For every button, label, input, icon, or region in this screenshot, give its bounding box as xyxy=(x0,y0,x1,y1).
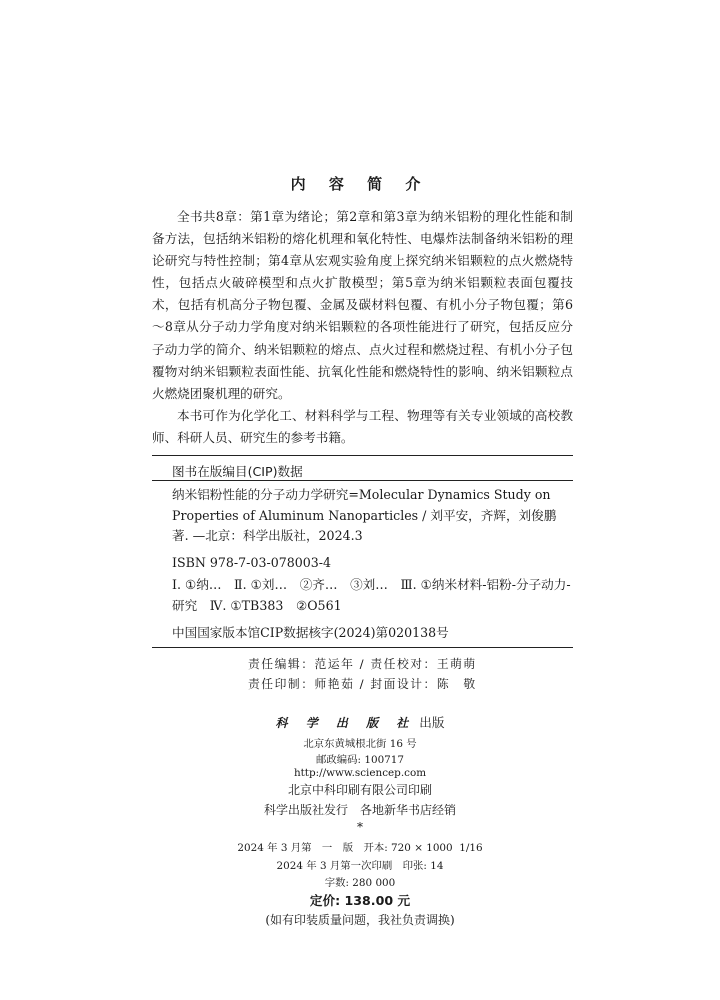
cip-number: 中国国家版本馆CIP数据核字(2024)第020138号 xyxy=(172,625,449,640)
publisher-logo: 科 学 出 版 社 xyxy=(275,716,416,730)
summary-heading: 内 容 简 介 xyxy=(290,175,430,193)
edition-line-1: 2024 年 3 月第 一 版 开本: 720 × 1000 1/16 xyxy=(237,842,483,854)
cip-bottom-rule xyxy=(152,647,573,648)
word-count: 字数: 280 000 xyxy=(324,877,396,889)
cip-bibliographic: 纳米铝粉性能的分子动力学研究=Molecular Dynamics Study on Properties of Aluminum Nanoparticles / 刘平安，齐辉，刘俊鹏著. —北京：科学出版社，2024.3 xyxy=(172,487,557,543)
summary-body xyxy=(152,206,573,449)
cip-isbn: ISBN 978-7-03-078003-4 xyxy=(172,555,332,570)
publisher-line xyxy=(0,712,720,731)
publisher-website: http://www.sciencep.com xyxy=(293,767,427,779)
distribution-line: 科学出版社发行 各地新华书店经销 xyxy=(263,803,456,817)
edition-line-2: 2024 年 3 月第一次印刷 印张: 14 xyxy=(276,860,444,872)
cip-heading-rule xyxy=(152,480,573,481)
publisher-suffix: 出版 xyxy=(419,715,445,730)
price-label: 定价: 138.00 元 xyxy=(309,893,411,908)
cip-heading: 图书在版编目(CIP)数据 xyxy=(172,464,303,479)
publisher-address: 北京东黄城根北街 16 号 xyxy=(303,738,417,750)
production-credits: 责任印制：师艳茹 / 封面设计：陈 敬 xyxy=(248,677,477,691)
cip-top-rule xyxy=(152,455,573,456)
summary-paragraph-1: 全书共8章：第1章为绪论；第2章和第3章为纳米铝粉的理化性能和制备方法，包括纳米铝粉的熔化机理和氧化特性、电爆炸法制备纳米铝粉的理论研究与特性控制；第4章从宏观实验角度上探究纳米铝颗粒的点火燃烧特性，包括点火破碎模型和点火扩散模型；第5章为纳米铝颗粒表面包覆技术，包括有机高分子物包覆、金属及碳材料包覆、有机小分子物包覆；第6～8章从分子动力学角度对纳米铝颗粒的各项性能进行了研究，包括反应分子动力学的简介、纳米铝颗粒的熔点、点火过程和燃烧过程、有机小分子包覆物对纳米铝颗粒表面性能、抗氧化性能和燃烧特性的影响、纳米铝颗粒点火燃烧团聚机理的研究。 xyxy=(152,209,573,401)
publisher-postcode: 邮政编码: 100717 xyxy=(315,754,405,766)
cip-classification: Ⅰ. ①纳… Ⅱ. ①刘… ②齐… ③刘… Ⅲ. ①纳米材料-铝粉-分子动力-研究 Ⅳ. ①TB383 ②O561 xyxy=(172,577,571,613)
separator-star: * xyxy=(357,820,363,834)
quality-notice: (如有印装质量问题，我社负责调换) xyxy=(265,913,455,927)
summary-paragraph-2: 本书可作为化学化工、材料科学与工程、物理等有关专业领域的高校教师、科研人员、研究生的参考书籍。 xyxy=(152,407,573,445)
editor-credits: 责任编辑：范运年 / 责任校对：王萌萌 xyxy=(248,657,477,671)
printer-line: 北京中科印刷有限公司印刷 xyxy=(287,783,432,797)
